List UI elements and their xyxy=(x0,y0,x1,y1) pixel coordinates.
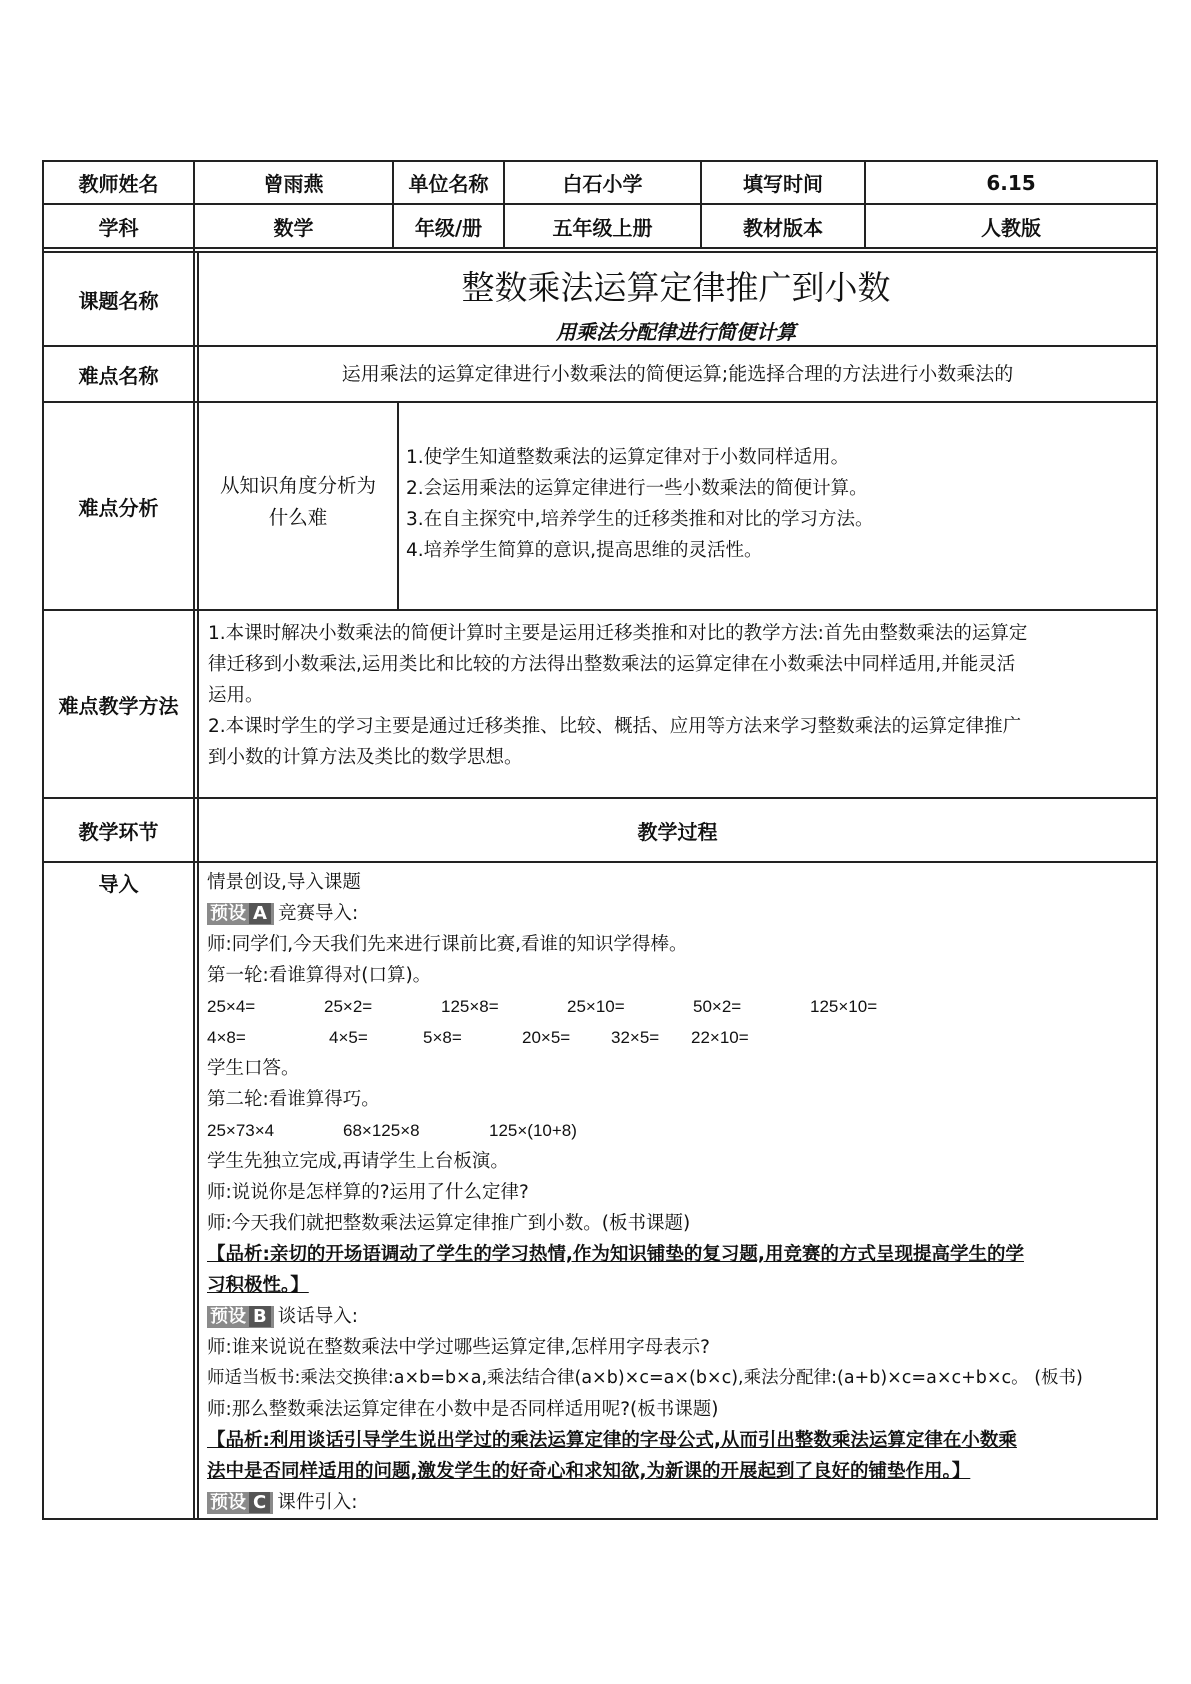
intro-a-line-3: 学生口答。 xyxy=(207,1058,300,1079)
preset-a: 预设 A 竞赛导入: xyxy=(207,898,1155,929)
school-label: 单位名称 xyxy=(408,172,489,196)
analysis-item-1: 1.使学生知道整数乘法的运算定律对于小数同样适用。 xyxy=(406,447,850,468)
intro-a-line-2: 第一轮:看谁算得对(口算)。 xyxy=(207,965,432,986)
method-text xyxy=(208,618,1154,773)
fill-date-label: 填写时间 xyxy=(743,172,823,196)
subject-label: 学科 xyxy=(98,215,139,240)
process-label: 教学过程 xyxy=(637,819,718,844)
intro-a-line-7: 师:今天我们就把整数乘法运算定律推广到小数。(板书课题) xyxy=(207,1213,691,1234)
topic-title: 整数乘法运算定律推广到小数 xyxy=(461,268,891,307)
preset-b-tag: 预设 B xyxy=(207,1306,274,1328)
round1-row-1: 25×4= 25×2= 125×8= 25×10= 50×2= 125×10= xyxy=(207,997,878,1016)
analysis-item-4: 4.培养学生简算的意识,提高思维的灵活性。 xyxy=(406,540,763,561)
intro-a-line-5: 学生先独立完成,再请学生上台板演。 xyxy=(207,1151,509,1172)
topic-label: 课题名称 xyxy=(78,288,159,313)
note-b-line-2: 法中是否同样适用的问题,激发学生的好奇心和求知欲,为新课的开展起到了良好的铺垫作用。】 xyxy=(207,1461,971,1482)
analysis-item-2: 2.会运用乘法的运算定律进行一些小数乘法的简便计算。 xyxy=(406,478,868,499)
analysis-label: 难点分析 xyxy=(78,495,159,520)
teacher-name-value: 曾雨燕 xyxy=(263,172,324,196)
method-line-1: 1.本课时解决小数乘法的简便计算时主要是运用迁移类推和对比的教学方法:首先由整数乘法的运算定 xyxy=(208,623,1028,644)
round1-row-2: 4×8= 4×5= 5×8= 20×5= 32×5= 22×10= xyxy=(207,1028,749,1047)
method-line-3: 运用。 xyxy=(208,685,264,706)
preset-a-tag: 预设 A xyxy=(207,903,274,925)
difficulty-text: 运用乘法的运算定律进行小数乘法的简便运算;能选择合理的方法进行小数乘法的 xyxy=(341,363,1014,385)
process-step-label: 教学环节 xyxy=(78,819,159,844)
analysis-items xyxy=(406,442,1146,566)
method-line-5: 到小数的计算方法及类比的数学思想。 xyxy=(208,747,523,768)
grade-value: 五年级上册 xyxy=(552,215,653,240)
note-b-line-1: 【品析:利用谈话引导学生说出学过的乘法运算定律的字母公式,从而引出整数乘法运算定律在小数乘 xyxy=(207,1430,1017,1451)
analysis-sublabel-line-2: 什么难 xyxy=(268,506,328,529)
grade-label: 年级/册 xyxy=(414,215,483,240)
topic-subtitle: 用乘法分配律进行简便计算 xyxy=(556,320,796,344)
intro-b-line-3: 师:那么整数乘法运算定律在小数中是否同样适用呢?(板书课题) xyxy=(207,1399,719,1420)
analysis-sublabel-line-1: 从知识角度分析为 xyxy=(219,474,376,497)
difficulty-label: 难点名称 xyxy=(78,363,159,388)
preset-c-tag: 预设 C xyxy=(207,1492,273,1514)
method-line-2: 律迁移到小数乘法,运用类比和比较的方法得出整数乘法的运算定律在小数乘法中同样适用,并能灵活 xyxy=(208,654,1016,675)
preset-b: 预设 B 谈话导入: xyxy=(207,1301,1155,1332)
intro-content xyxy=(207,867,1155,1518)
intro-b-line-2: 师适当板书:乘法交换律:a×b=b×a,乘法结合律(a×b)×c=a×(b×c),乘法分配律:(a+b)×c=a×c+b×c。 (板书) xyxy=(207,1368,1083,1388)
intro-a-line-6: 师:说说你是怎样算的?运用了什么定律? xyxy=(207,1182,529,1203)
intro-a-line-4: 第二轮:看谁算得巧。 xyxy=(207,1089,380,1110)
intro-heading: 情景创设,导入课题 xyxy=(207,872,361,893)
analysis-item-3: 3.在自主探究中,培养学生的迁移类推和对比的学习方法。 xyxy=(406,509,874,530)
round2-row: 25×73×4 68×125×8 125×(10+8) xyxy=(207,1121,577,1140)
note-a-line-1: 【品析:亲切的开场语调动了学生的学习热情,作为知识铺垫的复习题,用竞赛的方式呈现提高学生的学 xyxy=(207,1244,1024,1265)
subject-value: 数学 xyxy=(273,215,314,240)
note-a-line-2: 习积极性。】 xyxy=(207,1275,309,1296)
school-value: 白石小学 xyxy=(562,172,643,196)
textbook-value: 人教版 xyxy=(981,215,1041,240)
intro-a-line-1: 师:同学们,今天我们先来进行课前比赛,看谁的知识学得棒。 xyxy=(207,934,688,955)
preset-c: 预设 C 课件引入: xyxy=(207,1487,1155,1518)
analysis-sublabel xyxy=(199,470,397,534)
method-line-4: 2.本课时学生的学习主要是通过迁移类推、比较、概括、应用等方法来学习整数乘法的运算定律推广 xyxy=(208,716,1022,737)
teacher-name-label: 教师姓名 xyxy=(78,172,159,196)
textbook-label: 教材版本 xyxy=(743,215,823,240)
intro-b-line-1: 师:谁来说说在整数乘法中学过哪些运算定律,怎样用字母表示? xyxy=(207,1337,710,1358)
method-label: 难点教学方法 xyxy=(58,693,179,718)
intro-label: 导入 xyxy=(98,871,139,896)
fill-date-value: 6.15 xyxy=(986,170,1036,195)
